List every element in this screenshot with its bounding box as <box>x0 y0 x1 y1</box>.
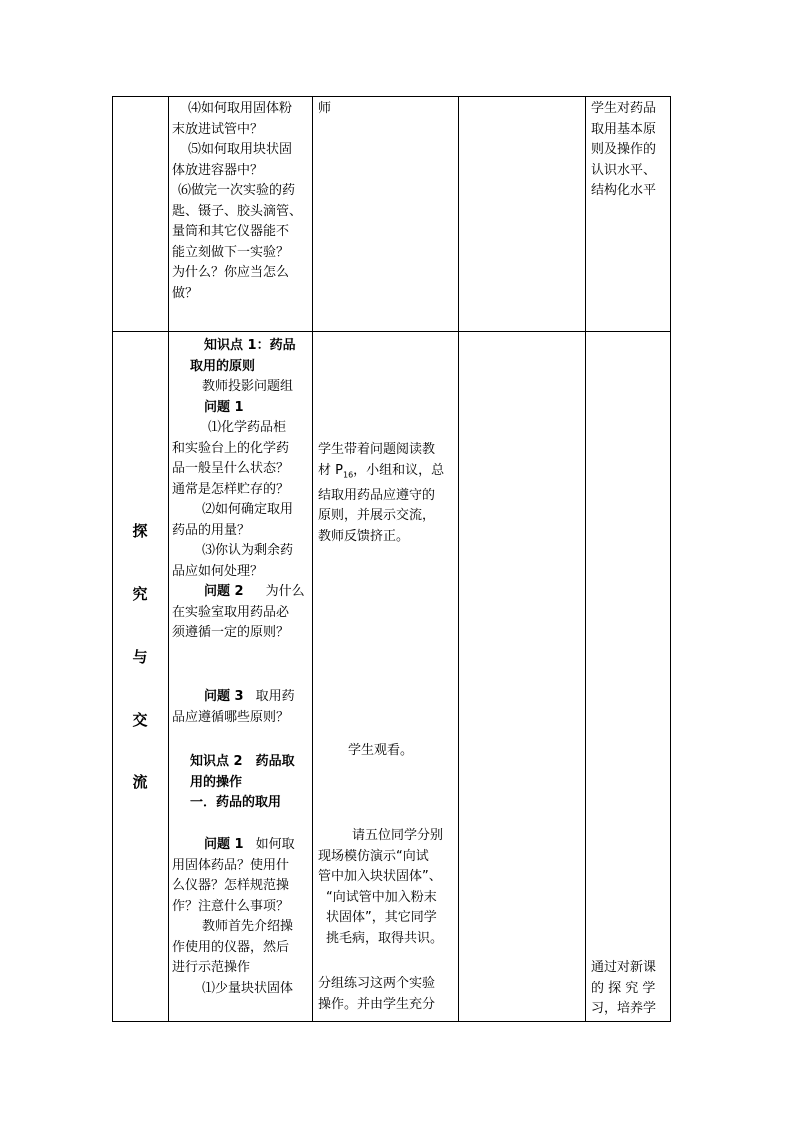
teacher-activity-cell <box>172 336 312 644</box>
question-text: 为什么 <box>265 584 305 599</box>
text-line: 管中加入块状固体”、 <box>318 869 442 884</box>
text-line: 教师首先介绍操 <box>202 919 294 934</box>
column-border <box>168 96 169 1022</box>
text-line: 能立刻做下一实验？ <box>172 244 290 260</box>
text-line: 须遵循一定的原则？ <box>172 625 290 640</box>
text-line: 和实验台上的化学药 <box>172 440 290 456</box>
text-line: 作使用的仪器，然后 <box>172 939 290 955</box>
text-line: 习，培养学 <box>591 1001 657 1016</box>
table-top-border <box>112 96 671 97</box>
text-line: 末放进试管中？ <box>172 121 264 137</box>
student-activity-cell <box>318 974 458 1015</box>
student-activity-cell <box>318 99 331 120</box>
text-line <box>172 835 312 856</box>
text-line: 做？ <box>172 285 199 301</box>
page-number: 16 <box>342 470 354 480</box>
text-fragment: 材 P <box>318 462 343 478</box>
question-label: 问题 3 <box>204 689 244 704</box>
text-line: 学生带着问题阅读教 <box>318 442 436 457</box>
text-line: 教师反馈挤正。 <box>318 528 410 544</box>
text-line: 认识水平、 <box>591 162 657 178</box>
text-line: ⑸如何取用块状固 <box>188 142 293 157</box>
teacher-activity-cell <box>172 687 312 728</box>
student-activity-cell <box>318 440 458 547</box>
text-line: 则及操作的 <box>591 142 657 157</box>
teacher-activity-cell <box>172 752 312 814</box>
text-line: ⑷如何取用固体粉 <box>188 101 293 116</box>
text-line: 匙、镊子、胶头滴管、 <box>172 203 303 219</box>
text-line: ⑶你认为剩余药 <box>202 543 294 558</box>
text-line: 师 <box>318 101 332 116</box>
text-line: 作？注意什么事项？ <box>172 898 290 914</box>
knowledge-point-title: 知识点 1：药品 <box>204 338 296 353</box>
text-line: 教师投影问题组 <box>202 379 294 394</box>
text-line: 在实验室取用药品必 <box>172 604 290 620</box>
text-line: 进行示范操作 <box>172 960 251 975</box>
text-line: 为什么？你应当怎么 <box>172 265 290 280</box>
text-line: 通常是怎样贮存的？ <box>172 481 290 497</box>
text-line: 操作。并由学生充分 <box>318 996 436 1012</box>
text-line: 品应如何处理？ <box>172 563 264 579</box>
section-subtitle: 一．药品的取用 <box>190 795 282 810</box>
text-line <box>318 461 458 486</box>
text-fragment: ，小组和议，总 <box>353 462 445 478</box>
text-line: 量筒和其它仪器能不 <box>172 224 290 239</box>
question-text: 如何取 <box>255 837 295 852</box>
text-line: 学生观看。 <box>348 743 414 758</box>
column-border <box>458 96 459 1022</box>
text-line: 请五位同学分别 <box>352 828 444 843</box>
text-line: 现场模仿演示“向试 <box>318 848 429 864</box>
question-label: 问题 1 <box>204 399 244 415</box>
knowledge-point-title: 用的操作 <box>190 774 243 790</box>
text-line: 结构化水平 <box>591 183 657 198</box>
column-border <box>312 96 313 1022</box>
stage-char: 流 <box>132 773 148 791</box>
teacher-activity-cell <box>172 835 312 999</box>
question-label: 问题 2 <box>204 584 244 599</box>
text-line: 取用基本原 <box>591 121 657 137</box>
text-line: 分组练习这两个实验 <box>318 976 436 991</box>
text-line: 学生对药品 <box>591 101 657 116</box>
teacher-activity-cell <box>172 99 312 304</box>
text-line: “向试管中加入粉末 <box>326 889 437 905</box>
student-activity-cell <box>318 826 458 949</box>
knowledge-point-title: 知识点 2 药品取 <box>190 754 295 769</box>
question-label: 问题 1 <box>204 837 244 852</box>
question-text: 取用药 <box>255 689 295 704</box>
text-line: 状固体”，其它同学 <box>326 910 437 925</box>
text-line: 的 探 究 学 <box>591 980 656 996</box>
text-line: 品应遵循哪些原则？ <box>172 709 290 725</box>
design-intent-cell <box>591 99 671 202</box>
text-line: 么仪器？怎样规范操 <box>172 878 290 893</box>
text-line: ⑴少量块状固体 <box>202 980 294 996</box>
text-line: 体放进容器中？ <box>172 162 264 178</box>
text-line: ⑴化学药品柜 <box>208 420 287 435</box>
text-line <box>172 582 312 603</box>
stage-char: 探 <box>132 522 148 540</box>
text-line: 品一般呈什么状态？ <box>172 461 290 476</box>
stage-char: 交 <box>132 711 148 729</box>
design-intent-cell <box>591 958 671 1020</box>
text-line: ⑵如何确定取用 <box>202 502 294 517</box>
text-line: 药品的用量？ <box>172 522 251 538</box>
stage-char: 究 <box>132 585 148 603</box>
stage-char: 与 <box>132 648 148 666</box>
text-line: 挑毛病，取得共识。 <box>326 930 444 946</box>
table-bottom-border <box>112 1021 671 1022</box>
text-line <box>172 687 312 708</box>
text-line: 原则，并展示交流， <box>318 508 436 524</box>
column-border <box>112 96 113 1022</box>
column-border <box>670 96 671 1022</box>
student-activity-cell <box>348 741 413 762</box>
text-line: 结取用药品应遵守的 <box>318 487 436 503</box>
knowledge-point-title: 取用的原则 <box>190 358 256 374</box>
text-line: 通过对新课 <box>591 960 657 975</box>
text-line: ⑹做完一次实验的药 <box>178 183 296 198</box>
column-border <box>585 96 586 1022</box>
row-divider <box>112 331 671 332</box>
text-line: 用固体药品？使用什 <box>172 857 290 873</box>
